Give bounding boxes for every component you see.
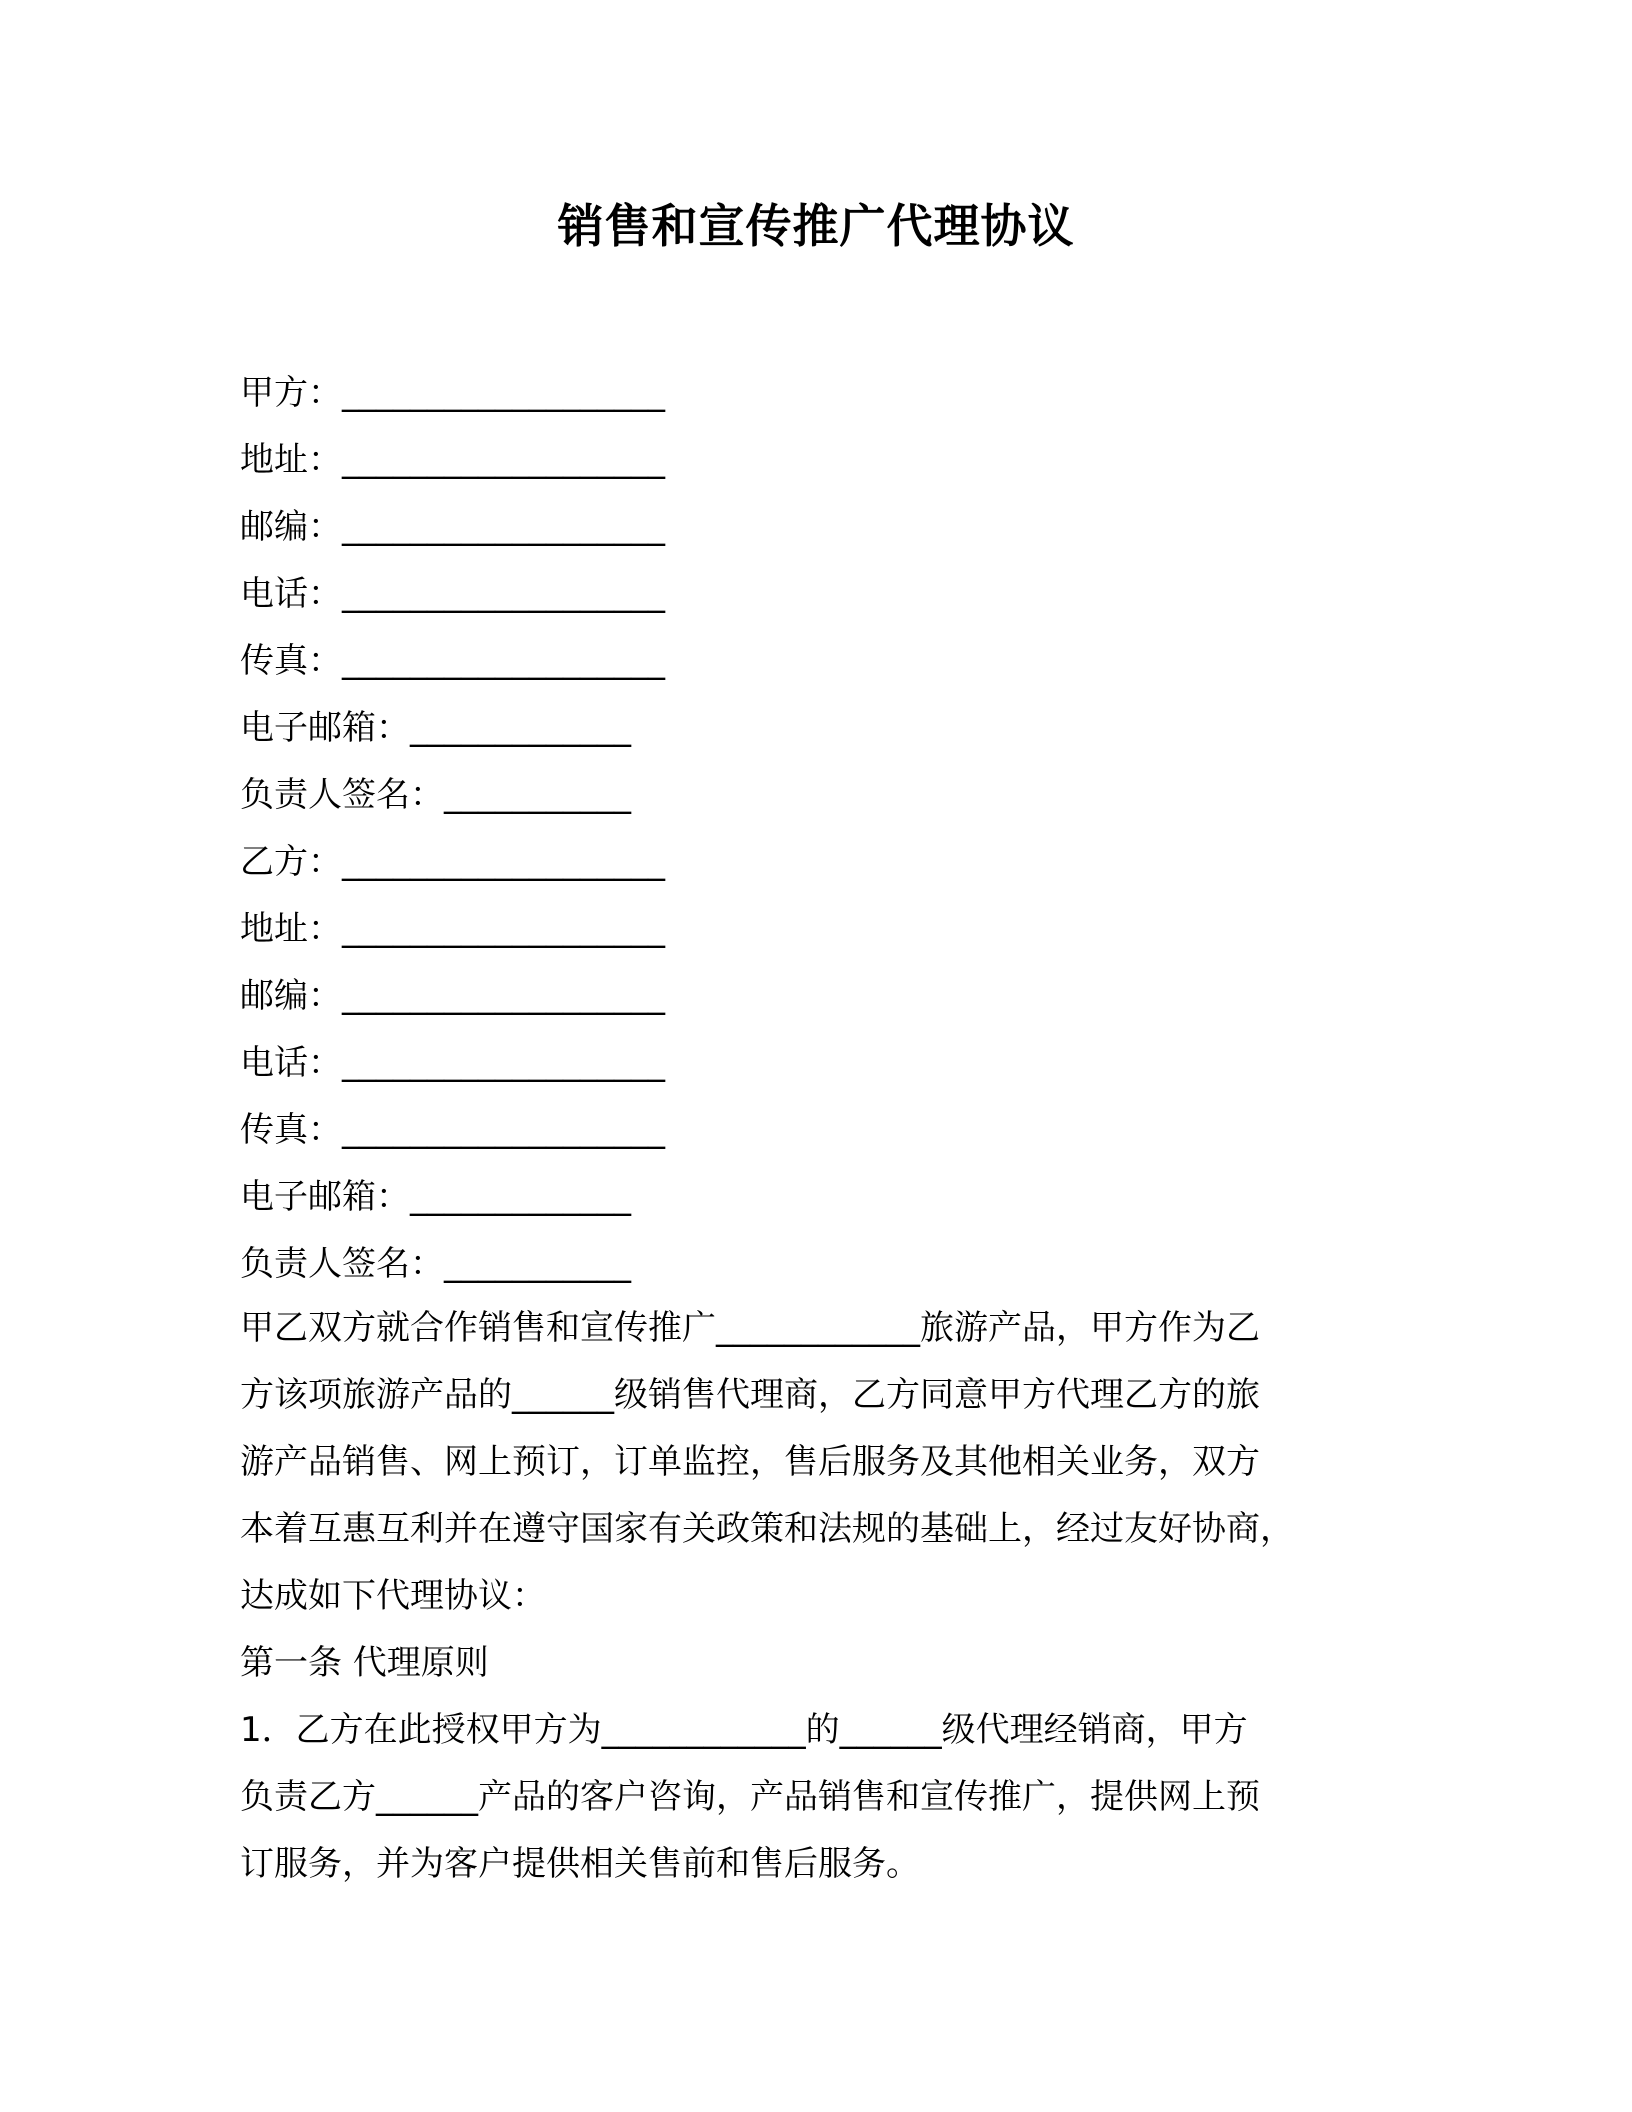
party-a-signature-field: 负责人签名：___________ [240,775,631,815]
intro-line: 游产品销售、网上预订，订单监控，售后服务及其他相关业务，双方 [240,1442,1260,1482]
party-a-email-field: 电子邮箱：_____________ [240,708,631,748]
intro-line: 本着互惠互利并在遵守国家有关政策和法规的基础上，经过友好协商， [240,1509,1294,1549]
party-a-address-field: 地址：___________________ [240,440,665,480]
clause-line: 1．乙方在此授权甲方为____________的______级代理经销商，甲方 [240,1710,1248,1750]
intro-line: 方该项旅游产品的______级销售代理商，乙方同意甲方代理乙方的旅 [240,1375,1260,1415]
party-b-name-field: 乙方：___________________ [240,842,665,882]
party-a-phone-field: 电话：___________________ [240,574,665,614]
intro-paragraph [240,1295,1392,1630]
agreement-body [240,1295,1392,1898]
clause-line: 负责乙方______产品的客户咨询，产品销售和宣传推广，提供网上预 [240,1777,1260,1817]
party-b-phone-field: 电话：___________________ [240,1043,665,1083]
clause-1-paragraph [240,1697,1392,1898]
intro-line: 达成如下代理协议： [240,1576,546,1616]
party-a-fax-field: 传真：___________________ [240,641,665,681]
party-b-signature-field: 负责人签名：___________ [240,1244,631,1284]
party-a-postcode-field: 邮编：___________________ [240,507,665,547]
party-fields [240,360,1400,1298]
party-a-name-field: 甲方：___________________ [240,373,665,413]
party-b-postcode-field: 邮编：___________________ [240,976,665,1016]
article-1-heading: 第一条 代理原则 [240,1643,489,1683]
party-b-email-field: 电子邮箱：_____________ [240,1177,631,1217]
intro-line: 甲乙双方就合作销售和宣传推广____________旅游产品，甲方作为乙 [240,1308,1260,1348]
clause-line: 订服务，并为客户提供相关售前和售后服务。 [240,1844,920,1884]
party-b-address-field: 地址：___________________ [240,909,665,949]
party-b-fax-field: 传真：___________________ [240,1110,665,1150]
document-title: 销售和宣传推广代理协议 [557,199,1075,253]
